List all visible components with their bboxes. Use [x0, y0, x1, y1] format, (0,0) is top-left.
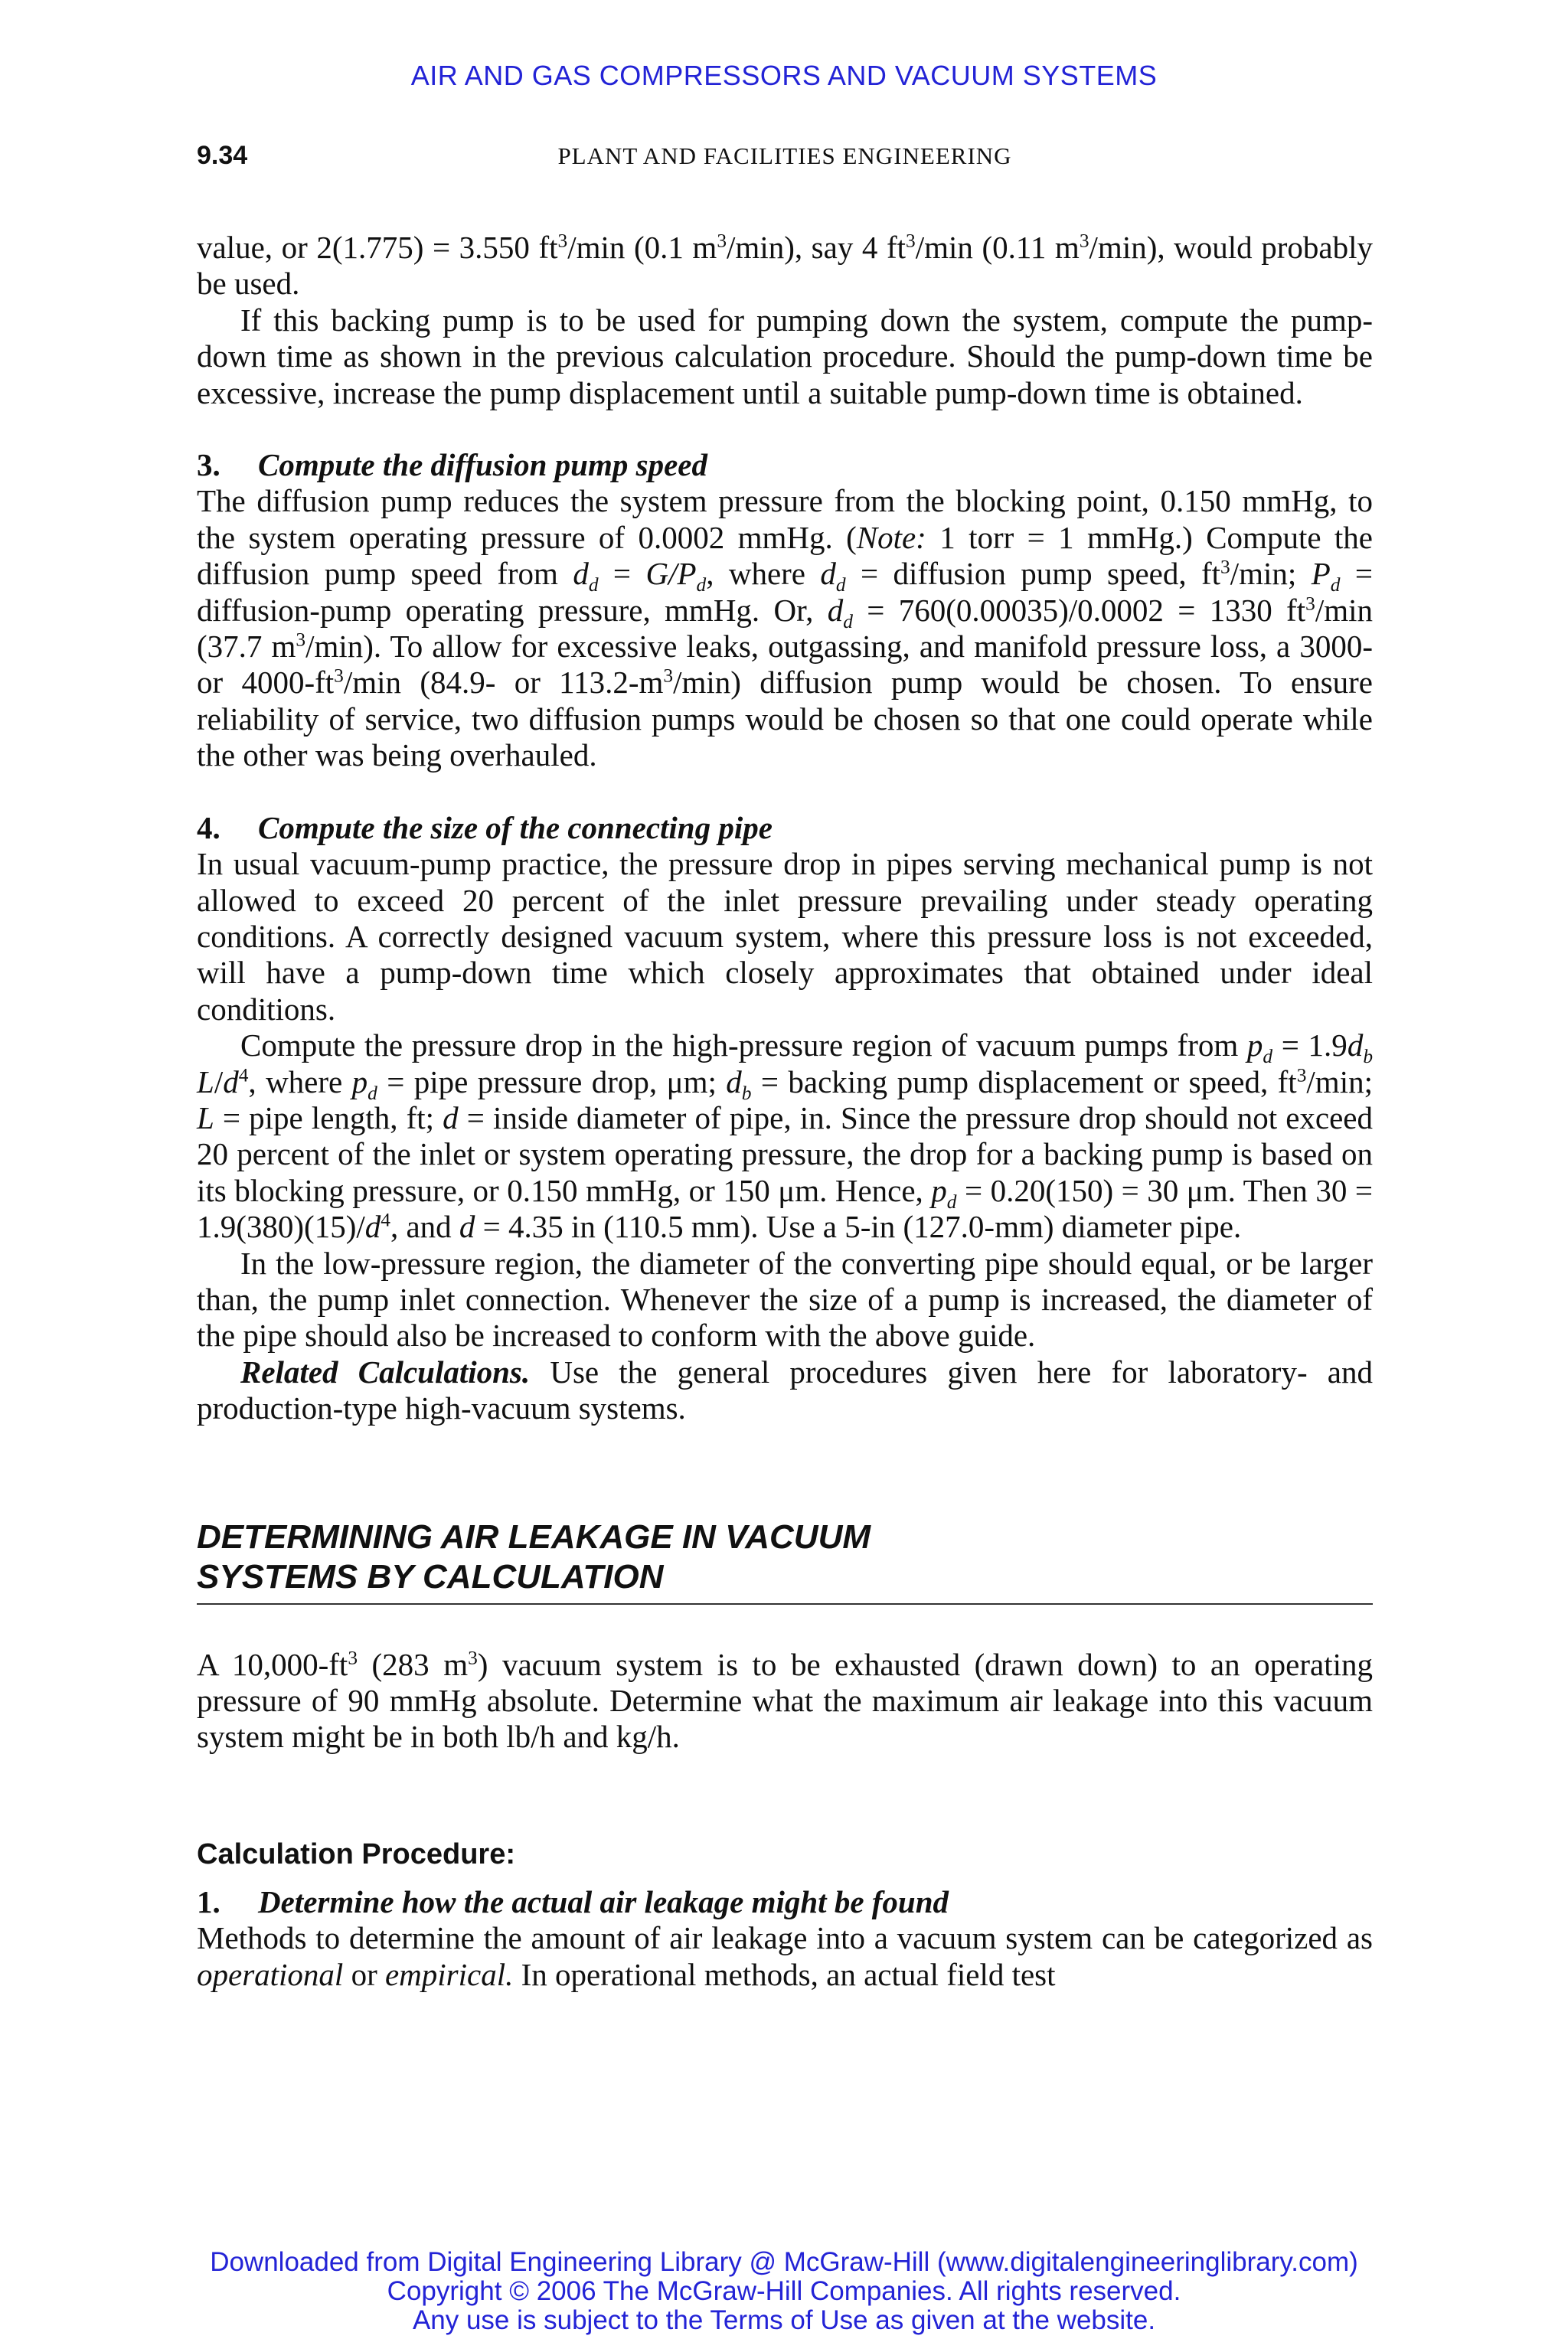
paragraph-continued: value, or 2(1.775) = 3.550 $ft^3/\min$ (0.1 $m^3/\min$), say 4 $ft^3/\min$ (0.11 $m^3/\min$), would probably be used. — [197, 230, 1373, 302]
step-4-text: In usual vacuum-pump practice, the pressure drop in pipes serving mechanical pump is not allowed to exceed 20 percent of the inlet pressure prevailing under steady operating conditions. A correctly designed vacuum system, where this pressure loss is not exceeded, will have a pump-down time which closely approximates that obtained under ideal conditions. — [197, 846, 1373, 1027]
footer-download-link[interactable]: Downloaded from Digital Engineering Library @ McGraw-Hill (www.digitalengineeringlibrary.com) — [210, 2247, 1358, 2277]
footer-terms: Any use is subject to the Terms of Use as given at the website. — [412, 2305, 1156, 2335]
body-text — [197, 230, 1373, 1993]
paragraph-backing-pump: If this backing pump is to be used for pumping down the system, compute the pump-down time as shown in the previous calculation procedure. Should the pump-down time be excessive, increase the pump displacement until a suitable pump-down time is obtained. — [197, 302, 1373, 410]
running-header — [197, 141, 1373, 176]
footer-notice — [0, 2248, 1568, 2335]
step-3-heading: 3. Compute the diffusion pump speed — [197, 447, 707, 483]
problem-statement: A $10,000-ft^3$ (283 $m^3$) vacuum system is to be exhausted (drawn down) to an operating pressure of 90 mmHg absolute. Determine what the maximum air leakage into this vacuum system might be in both lb/h and kg/h. — [197, 1646, 1373, 1755]
step-4-pressure-drop: Compute the pressure drop in the high-pressure region of vacuum pumps from $p_d = 1.9d_b$ $L/d^4$, where $p_d$ = pipe pressure drop, μm; $d_b$ = backing pump displacement or speed, $ft^3/\min$; L = pipe length, ft; d = inside diameter of pipe, in. Since the pressure drop should not exceed 20 percent of the inlet or system operating pressure, the drop for a backing pump is based on its blocking pressure, or 0.150 mmHg, or 150 μm. Hence, $p_d = 0.20(150) = 30$ μm. Then $30 = 1.9(380)(15)/d^4$, and d = 4.35 in (110.5 mm). Use a 5-in (127.0-mm) diameter pipe. — [197, 1027, 1374, 1245]
running-title: PLANT AND FACILITIES ENGINEERING — [557, 142, 1012, 169]
step-3-text: The diffusion pump reduces the system pressure from the blocking point, 0.150 mmHg, to the system operating pressure of 0.0002 mmHg. (Note: 1 torr = 1 mmHg.) Compute the diffusion pump speed from $d_d = G/P_d$, where $d_d$ = diffusion pump speed, $ft^3/\min$; $P_d$ = diffusion-pump operating pressure, mmHg. Or, $d_d = 760(0.00035)/0.0002 = 1330$ $ft^3/\min$ (37.7 $m^3/\min$). To allow for excessive leaks, outgassing, and manifold pressure loss, a 3000- or $4000-ft^3/\min$ (84.9- or $113.2-m^3/\min$) diffusion pump would be chosen. To ensure reliability of service, two diffusion pumps would be chosen so that one could operate while the other was being overhauled. — [197, 483, 1373, 773]
related-calculations: Related Calculations. Use the general procedures given here for laboratory- and production-type high-vacuum systems. — [197, 1354, 1373, 1426]
footer-copyright: Copyright © 2006 The McGraw-Hill Companies. All rights reserved. — [387, 2276, 1181, 2306]
step-4-low-pressure: In the low-pressure region, the diameter of the converting pipe should equal, or be larger than, the pump inlet connection. Whenever the size of a pump is increased, the diameter of the pipe should also be increased to conform with the above guide. — [197, 1245, 1373, 1354]
step-1-text: Methods to determine the amount of air leakage into a vacuum system can be categorized as operational or empirical. In operational methods, an actual field test — [197, 1920, 1373, 1992]
chapter-banner: AIR AND GAS COMPRESSORS AND VACUUM SYSTEMS — [410, 60, 1158, 91]
step-1-heading: 1. Determine how the actual air leakage might be found — [197, 1883, 949, 1919]
section-heading: DETERMINING AIR LEAKAGE IN VACUUM SYSTEMS BY CALCULATION — [197, 1517, 1373, 1605]
page-number: 9.34 — [197, 141, 248, 170]
calculation-procedure-heading: Calculation Procedure: — [197, 1838, 515, 1870]
step-4-heading: 4. Compute the size of the connecting pipe — [197, 809, 773, 845]
